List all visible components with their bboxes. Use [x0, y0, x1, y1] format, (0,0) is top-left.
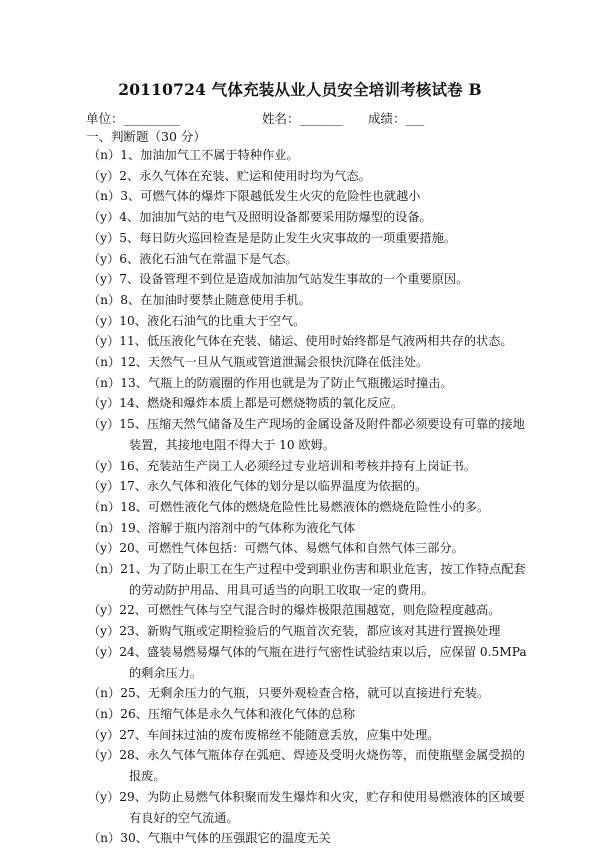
- question-item: [88, 456, 528, 477]
- question-text: 5、每日防火巡回检查是是防止发生火灾事故的一项重要措施。: [119, 230, 457, 245]
- question-item: [88, 186, 528, 207]
- answer-mark: （n）: [88, 831, 121, 846]
- answer-mark: （y）: [88, 251, 120, 266]
- question-item: [88, 249, 528, 270]
- question-item: [88, 600, 528, 621]
- question-item: [88, 538, 528, 559]
- question-text: 30、气瓶中气体的压强跟它的温度无关: [120, 831, 331, 846]
- question-text: 14、燃烧和爆炸本质上都是可燃烧物质的氧化反应。: [119, 396, 403, 411]
- score-field: 成绩：___: [368, 111, 425, 126]
- question-text: 4、加油加气站的电气及照明设备都要采用防爆型的设备。: [119, 210, 432, 225]
- answer-mark: （n）: [88, 520, 121, 535]
- answer-mark: （y）: [88, 396, 120, 411]
- question-item: [88, 828, 528, 849]
- question-text: 13、气瓶上的防震圈的作用也就是为了防止气瓶搬运时撞击。: [120, 375, 453, 390]
- answer-mark: （y）: [88, 230, 120, 245]
- answer-mark: （n）: [88, 562, 121, 577]
- question-item: [88, 331, 528, 352]
- answer-mark: （n）: [88, 292, 121, 307]
- question-item: [88, 311, 528, 332]
- question-text: 15、压缩天然气储备及生产现场的金属设备及附件都必须要设有可靠的接地: [119, 417, 525, 432]
- question-item: [88, 621, 528, 642]
- answer-mark: （n）: [88, 375, 121, 390]
- question-text: 7、设备管理不到位是造成加油加气站发生事故的一个重要原因。: [119, 272, 469, 287]
- question-text-continuation: 报废。: [129, 769, 166, 784]
- answer-mark: （n）: [88, 189, 121, 204]
- question-text: 27、车间抹过油的废布废棉丝不能随意丢放，应集中处理。: [119, 727, 440, 742]
- answer-mark: （y）: [88, 603, 120, 618]
- question-text: 23、新购气瓶或定期检验后的气瓶首次充装，都应该对其进行置换处理: [119, 624, 501, 639]
- answer-mark: （y）: [88, 727, 120, 742]
- answer-mark: （y）: [88, 210, 120, 225]
- answer-mark: （y）: [88, 168, 120, 183]
- name-field: 姓名：_______: [262, 111, 344, 126]
- question-item: [88, 207, 528, 228]
- question-text: 21、为了防止职工在生产过程中受到职业伤害和职业危害，按工作特点配套: [120, 562, 526, 577]
- question-text-continuation: 的剩余压力。: [129, 665, 203, 680]
- question-item: [88, 145, 528, 166]
- question-item: [88, 290, 528, 311]
- question-text: 25、无剩余压力的气瓶，只要外观检查合格，就可以直接进行充装。: [120, 686, 490, 701]
- question-text-continuation: 装置，其接地电阻不得大于 10 欧姆。: [129, 437, 336, 452]
- question-text: 8、在加油时要禁止随意使用手机。: [120, 292, 311, 307]
- question-item: [88, 352, 528, 373]
- question-text: 1、加油加气工不属于特种作业。: [120, 148, 299, 162]
- question-text: 3、可燃气体的爆炸下限越低发生火灾的危险性也就越小: [120, 189, 421, 204]
- answer-mark: （y）: [88, 479, 120, 494]
- unit-field: 单位：_________: [86, 111, 180, 126]
- question-item: [88, 393, 528, 414]
- question-item: [88, 745, 528, 766]
- question-text-continuation: 有良好的空气流通。: [129, 810, 239, 825]
- question-text: 18、可燃性液化气体的燃烧危险性比易燃液体的燃烧危险性小的多。: [120, 499, 490, 514]
- question-text: 20、可燃性气体包括：可燃气体、易燃气体和自然气体三部分。: [119, 541, 464, 556]
- question-item: [88, 166, 528, 187]
- question-text: 24、盛装易燃易爆气体的气瓶在进行气密性试验结束以后，应保留 0.5MPa: [119, 644, 527, 659]
- question-item: [88, 414, 528, 435]
- question-text: 6、液化石油气在常温下是气态。: [119, 251, 298, 266]
- answer-mark: （y）: [88, 313, 120, 328]
- section-heading: 一、判断题（30 分）: [86, 129, 206, 144]
- question-text: 26、压缩气体是永久气体和液化气体的总称: [120, 706, 356, 721]
- answer-mark: （y）: [88, 541, 120, 556]
- answer-mark: （y）: [88, 624, 120, 639]
- answer-mark: （n）: [88, 706, 121, 721]
- question-list: [88, 145, 528, 849]
- question-item: [88, 787, 528, 808]
- answer-mark: （y）: [88, 334, 120, 349]
- answer-mark: （y）: [88, 748, 120, 763]
- question-item: [88, 518, 528, 539]
- question-text-continuation: 的劳动防护用品、用具可适当的向职工收取一定的费用。: [129, 582, 434, 597]
- question-text: 19、溶解于瓶内溶剂中的气体称为液化气体: [120, 520, 356, 535]
- answer-mark: （y）: [88, 417, 120, 432]
- answer-mark: （y）: [88, 458, 120, 473]
- question-item: [88, 228, 528, 249]
- answer-mark: （y）: [88, 789, 120, 804]
- question-text: 16、充装站生产岗工人必须经过专业培训和考核并持有上岗证书。: [119, 458, 477, 473]
- question-text: 11、低压液化气体在充装、储运、使用时始终都是气液两相共存的状态。: [119, 334, 513, 349]
- answer-mark: （n）: [88, 148, 121, 162]
- question-item: [88, 559, 528, 580]
- question-item: [88, 269, 528, 290]
- exam-title: 20110724 气体充装从业人员安全培训考核试卷 B: [118, 80, 482, 99]
- question-item: [88, 642, 528, 663]
- question-text: 29、为防止易燃气体积聚而发生爆炸和火灾，贮存和使用易燃液体的区域要: [119, 789, 525, 804]
- question-text: 2、永久气体在充装、贮运和使用时均为气态。: [119, 168, 371, 183]
- question-item: [88, 373, 528, 394]
- question-item: [88, 725, 528, 746]
- question-item: [88, 476, 528, 497]
- question-text: 10、液化石油气的比重大于空气。: [119, 313, 306, 328]
- question-text: 12、天然气一旦从气瓶或管道泄漏会很快沉降在低洼处。: [120, 355, 429, 370]
- answer-mark: （n）: [88, 686, 121, 701]
- question-item: [88, 497, 528, 518]
- answer-mark: （y）: [88, 272, 120, 287]
- answer-mark: （n）: [88, 355, 121, 370]
- question-item: [88, 704, 528, 725]
- answer-mark: （n）: [88, 499, 121, 514]
- answer-mark: （y）: [88, 644, 120, 659]
- question-text: 28、永久气体气瓶体存在弧疤、焊迹及受明火烧伤等，而使瓶壁金属受损的: [119, 748, 525, 763]
- question-item: [88, 683, 528, 704]
- question-text: 22、可燃性气体与空气混合时的爆炸极限范围越宽，则危险程度越高。: [119, 603, 501, 618]
- question-text: 17、永久气体和液化气体的划分是以临界温度为依据的。: [119, 479, 428, 494]
